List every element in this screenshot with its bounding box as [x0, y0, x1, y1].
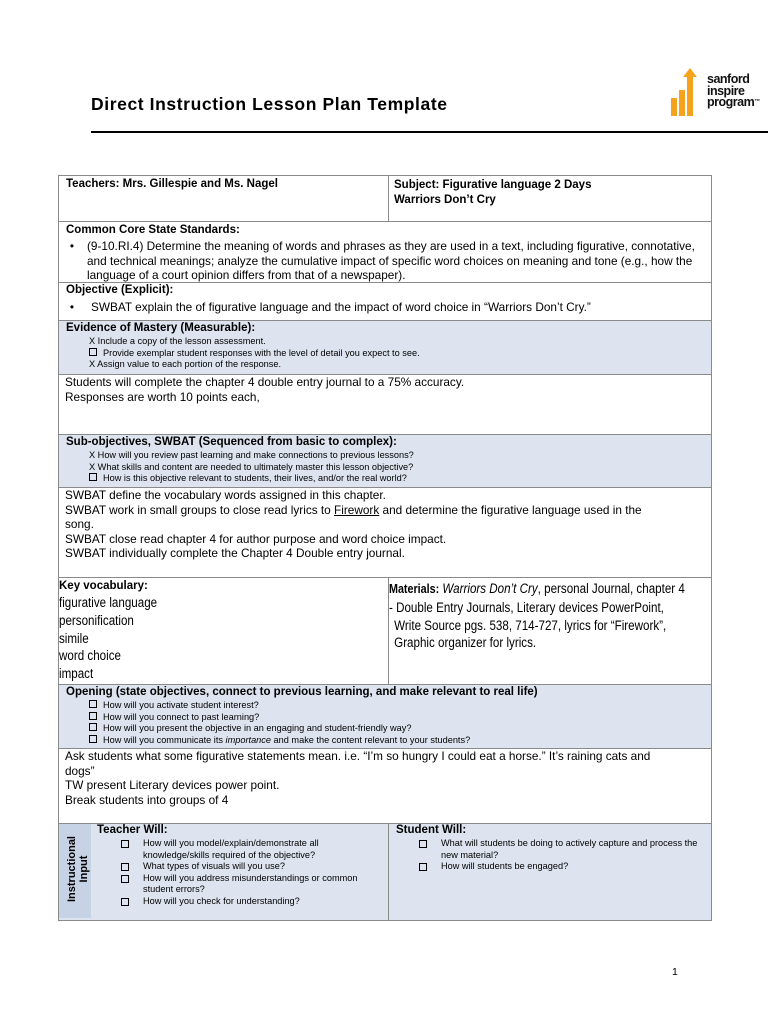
opening-line-2: TW present Literary devices power point.: [65, 778, 280, 793]
standards-label: Common Core State Standards:: [66, 224, 240, 236]
instructional-input-label: Instructional Input: [66, 836, 90, 903]
opening-line-1-cont: dogs”: [65, 763, 95, 778]
materials-line-3: Write Source pgs. 538, 714-727, lyrics for “Firework”,: [394, 617, 667, 633]
logo-bars-icon: [669, 68, 705, 118]
checkbox-icon: [89, 712, 97, 720]
materials-book-title: Warriors Don’t Cry: [442, 581, 538, 596]
subobjective-line-4: SWBAT individually complete the Chapter 4 Double entry journal.: [65, 546, 405, 561]
logo-line-1: sanford: [707, 72, 750, 86]
page-number: 1: [672, 966, 678, 978]
vocab-word-2: personification: [59, 612, 134, 628]
opening-prompt-1-text: How will you activate student interest?: [103, 700, 259, 710]
opening-header-row: [59, 685, 711, 749]
evidence-prompt-1: X Include a copy of the lesson assessment.: [89, 336, 266, 346]
subobjective-line-2: [65, 503, 705, 518]
vocabulary-list: [59, 594, 157, 683]
teacher-will-label: Teacher Will:: [97, 824, 168, 836]
teacher-will-item-1-text: How will you model/explain/demonstrate all knowledge/skills required of the objective?: [143, 838, 319, 860]
checkbox-icon: [89, 723, 97, 731]
logo-bar-3: [687, 80, 693, 116]
vocabulary-label: Key vocabulary:: [59, 580, 148, 592]
evidence-prompt-3: X Assign value to each portion of the response.: [89, 359, 282, 370]
standards-row: [59, 222, 711, 283]
subobjective-line-2-post: and determine the figurative language used in the: [379, 502, 642, 517]
subobjectives-label: Sub-objectives, SWBAT (Sequenced from basic to complex):: [66, 436, 397, 448]
student-will-item-2-text: How will students be engaged?: [441, 861, 569, 872]
materials-line-1-rest: , personal Journal, chapter 4: [537, 581, 685, 596]
evidence-prompt-2: [89, 348, 420, 360]
opening-response: [65, 749, 705, 807]
logo-text: [707, 74, 760, 109]
checkbox-icon: [419, 863, 427, 871]
opening-response-row: [59, 749, 711, 824]
lesson-plan-table: [58, 175, 712, 921]
sanford-inspire-logo: [669, 68, 768, 120]
subobjective-line-3: SWBAT close read chapter 4 for author purpose and word choice impact.: [65, 531, 447, 546]
objective-text: SWBAT explain the of figurative language and the impact of word choice in “Warriors Don’t Cry.”: [91, 300, 591, 314]
subobjectives-response: [65, 488, 705, 561]
student-will-item-1: [419, 838, 704, 861]
row-divider: [388, 824, 389, 920]
checkbox-icon: [89, 473, 97, 481]
evidence-prompts: [89, 336, 420, 371]
opening-prompt-4-post: and make the content relevant to your students?: [271, 734, 471, 745]
checkbox-icon: [89, 735, 97, 743]
logo-trademark: ™: [754, 99, 760, 105]
teacher-will-item-2: [121, 861, 386, 873]
opening-prompt-3-text: How will you present the objective in an engaging and student-friendly way?: [103, 723, 412, 734]
opening-prompts: [89, 700, 470, 746]
subobjectives-prompt-3: [89, 473, 414, 485]
teacher-will-item-4-text: How will you check for understanding?: [143, 895, 300, 906]
subobjective-line-1: SWBAT define the vocabulary words assigned in this chapter.: [65, 488, 386, 502]
header-rule: [91, 131, 768, 133]
logo-line-2: inspire: [707, 83, 745, 98]
evidence-label: Evidence of Mastery (Measurable):: [66, 322, 256, 334]
subobjectives-prompts: [89, 450, 414, 485]
materials-line-1: [389, 580, 685, 599]
teacher-will-item-2-text: What types of visuals will you use?: [143, 861, 285, 872]
teacher-will-item-3: [121, 873, 386, 896]
subobjective-line-2-pre: SWBAT work in small groups to close read lyrics to: [65, 502, 335, 517]
instructional-input-side-label: [59, 824, 91, 918]
logo-bar-2: [679, 90, 685, 116]
student-will-item-2: [419, 861, 704, 873]
student-will-label: Student Will:: [396, 824, 467, 836]
logo-line-3-text: program: [707, 95, 755, 109]
materials-line-2: - Double Entry Journals, Literary devices PowerPoint,: [389, 599, 664, 615]
instructional-input-row: [59, 824, 711, 920]
teachers-subject-row: [59, 176, 711, 222]
evidence-header-row: [59, 321, 711, 375]
vocabulary-materials-row: [59, 578, 711, 685]
subobjectives-prompt-2: X What skills and content are needed to ultimately master this lesson objective?: [89, 461, 414, 472]
checkbox-icon: [121, 898, 129, 906]
opening-prompt-4: [89, 735, 470, 747]
objective-label: Objective (Explicit):: [66, 284, 174, 296]
opening-prompt-2: [89, 712, 470, 724]
materials-cell: [389, 580, 709, 652]
objective-item: [59, 300, 704, 315]
evidence-prompt-2-text: Provide exemplar student responses with the level of detail you expect to see.: [103, 347, 420, 358]
student-will-list: [419, 838, 704, 873]
evidence-response-line-2: Responses are worth 10 points each,: [65, 389, 260, 404]
checkbox-icon: [89, 348, 97, 356]
checkbox-icon: [121, 840, 129, 848]
row-divider: [388, 176, 389, 221]
subobjective-line-2-cont: song.: [65, 517, 94, 532]
subject-cell: [394, 178, 591, 207]
opening-line-1: Ask students what some figurative statements mean. i.e. “I’m so hungry I could eat a horse.” It’s raining cats and: [65, 749, 651, 763]
opening-prompt-1: [89, 700, 470, 712]
opening-prompt-3: [89, 723, 470, 735]
teacher-will-item-1: [121, 838, 386, 861]
logo-line-3: [707, 97, 760, 109]
subobjectives-prompt-3-text: How is this objective relevant to students, their lives, and/or the real world?: [103, 473, 407, 484]
objective-row: [59, 283, 711, 321]
evidence-response: [65, 375, 464, 404]
opening-prompt-2-text: How will you connect to past learning?: [103, 711, 260, 722]
evidence-response-row: [59, 375, 711, 435]
vocab-word-5: impact: [59, 666, 94, 682]
subobjectives-response-row: [59, 488, 711, 578]
vocab-word-1: figurative language: [59, 595, 158, 610]
document-title: Direct Instruction Lesson Plan Template: [91, 94, 448, 114]
subject-line-2: Warriors Don’t Cry: [394, 193, 496, 206]
standards-text: (9-10.RI.4) Determine the meaning of words and phrases as they are used in a text, including figurative, connotative, and technical meanings; analyze the cumulative impact of specific word choices on meaning and tone (e.g., how the language of a court opinion differs from that of a newspaper).: [87, 239, 695, 283]
teacher-will-item-4: [121, 896, 386, 908]
vocab-word-3: simile: [59, 630, 89, 646]
bullet: •: [69, 300, 75, 314]
opening-line-3: Break students into groups of 4: [65, 792, 229, 807]
subject-line-1: Subject: Figurative language 2 Days: [394, 179, 592, 191]
teacher-will-item-3-text: How will you address misunderstandings or common student errors?: [143, 872, 358, 895]
evidence-response-line-1: Students will complete the chapter 4 double entry journal to a 75% accuracy.: [65, 375, 465, 389]
firework-link: Firework: [334, 502, 380, 517]
subobjectives-prompt-1: X How will you review past learning and make connections to previous lessons?: [89, 450, 414, 460]
teacher-will-list: [121, 838, 386, 908]
vocab-word-4: word choice: [59, 648, 121, 664]
bullet: •: [69, 239, 75, 253]
checkbox-icon: [89, 700, 97, 708]
checkbox-icon: [121, 863, 129, 871]
teachers-label: Teachers: Mrs. Gillespie and Ms. Nagel: [66, 178, 278, 190]
opening-label: Opening (state objectives, connect to previous learning, and make relevant to real life): [66, 686, 538, 698]
subobjectives-header-row: [59, 435, 711, 488]
checkbox-icon: [419, 840, 427, 848]
checkbox-icon: [121, 875, 129, 883]
materials-line-4: Graphic organizer for lyrics.: [394, 635, 537, 651]
materials-label: Materials:: [389, 582, 440, 596]
student-will-item-1-text: What will students be doing to actively capture and process the new material?: [441, 838, 698, 860]
opening-prompt-4-pre: How will you communicate its: [103, 734, 226, 745]
standards-item: [59, 239, 704, 283]
opening-prompt-4-em: importance: [225, 734, 271, 745]
logo-bar-1: [671, 98, 677, 116]
logo-arrow: [683, 68, 697, 80]
